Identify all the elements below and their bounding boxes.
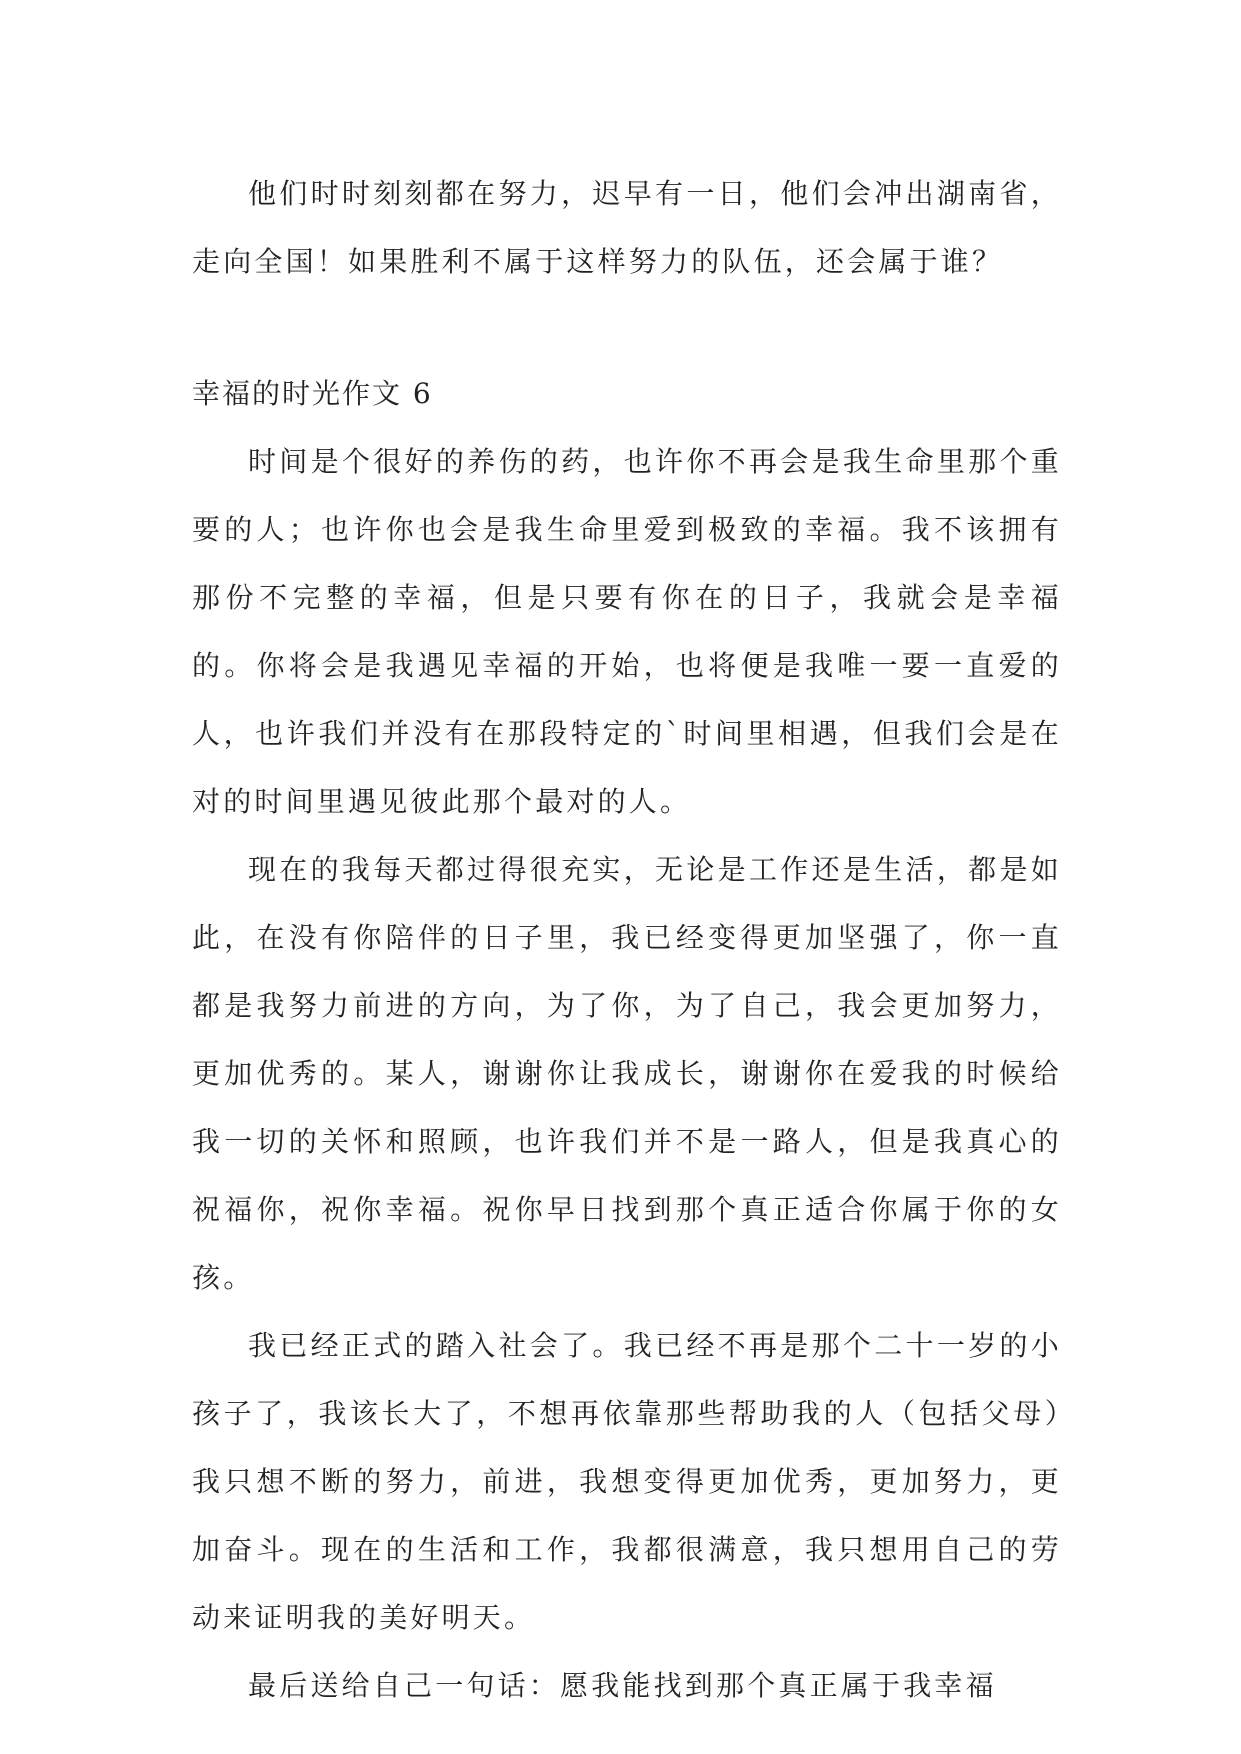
body-paragraph-3: 我已经正式的踏入社会了。我已经不再是那个二十一岁的小孩子了，我该长大了，不想再依靠那些帮助我的人（包括父母）我只想不断的努力，前进，我想变得更加优秀，更加努力，更加奋斗。现在的生活和工作，我都很满意，我只想用自己的劳动来证明我的美好明天。: [192, 1329, 1062, 1634]
body-paragraph-2: 现在的我每天都过得很充实，无论是工作还是生活，都是如此，在没有你陪伴的日子里，我已经变得更加坚强了，你一直都是我努力前进的方向，为了你，为了自己，我会更加努力，更加优秀的。某人，谢谢你让我成长，谢谢你在爱我的时候给我一切的关怀和照顾，也许我们并不是一路人，但是我真心的祝福你，祝你幸福。祝你早日找到那个真正适合你属于你的女孩。: [192, 853, 1062, 1294]
section-title: 幸福的时光作文 6: [192, 377, 433, 410]
body-paragraph-1: 时间是个很好的养伤的药，也许你不再会是我生命里那个重要的人；也许你也会是我生命里爱到极致的幸福。我不该拥有那份不完整的幸福，但是只要有你在的日子，我就会是幸福的。你将会是我遇见幸福的开始，也将便是我唯一要一直爱的人，也许我们并没有在那段特定的`时间里相遇，但我们会是在对的时间里遇见彼此那个最对的人。: [192, 445, 1062, 818]
document-body: [192, 160, 1062, 1720]
body-paragraph-4: 最后送给自己一句话：愿我能找到那个真正属于我幸福: [248, 1669, 997, 1702]
intro-paragraph: 他们时时刻刻都在努力，迟早有一日，他们会冲出湖南省，走向全国！如果胜利不属于这样努力的队伍，还会属于谁？: [192, 177, 1062, 278]
